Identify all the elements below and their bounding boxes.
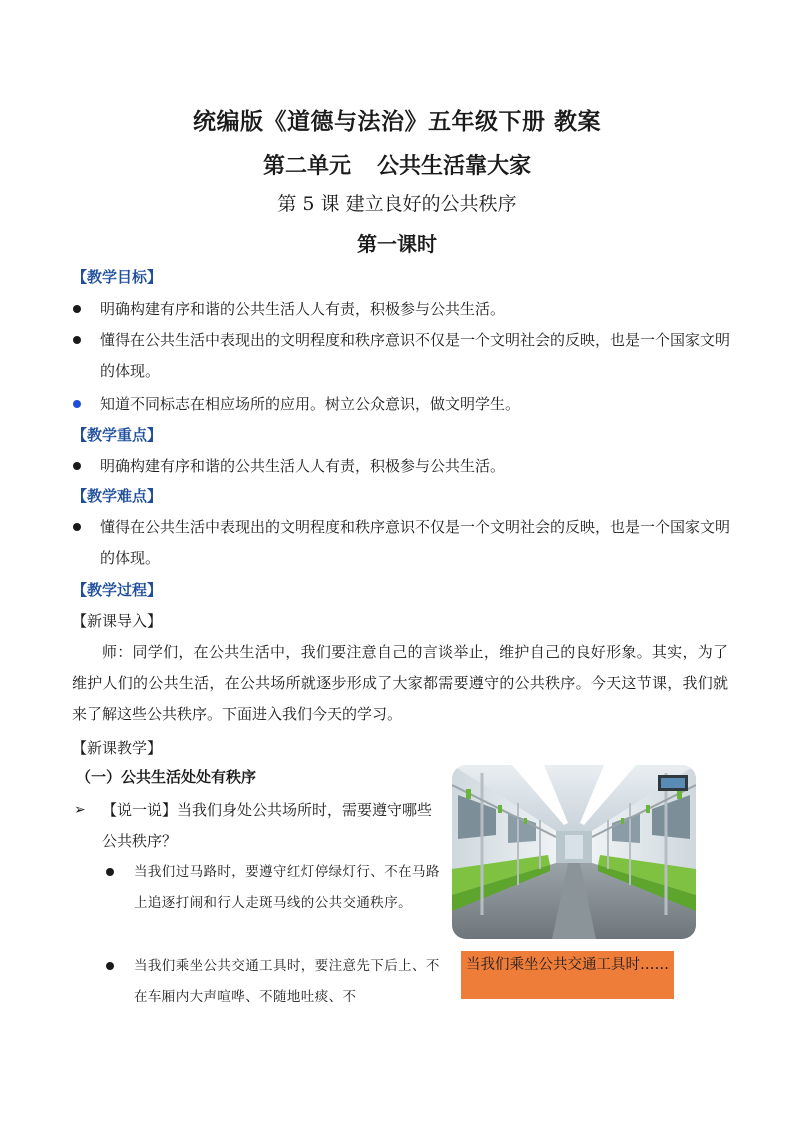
objective-item: 知道不同标志在相应场所的应用。树立公众意识，做文明学生。 xyxy=(72,389,732,420)
objective-item: 懂得在公共生活中表现出的文明程度和秩序意识不仅是一个文明社会的反映，也是一个国家文明的体现。 xyxy=(72,325,732,387)
bullet-icon xyxy=(73,400,81,408)
bullet-icon xyxy=(106,868,114,876)
intro-paragraph: 师：同学们，在公共生活中，我们要注意自己的言谈举止，维护自己的良好形象。其实，为了维护人们的公共生活，在公共场所就逐步形成了大家都需要遵守的公共秩序。今天这节课，我们就来了解这些公共秩序。下面进入我们今天的学习。 xyxy=(72,643,728,723)
unit-name: 公共生活靠大家 xyxy=(377,154,532,179)
example-item: 当我们过马路时，要遵守红灯停绿灯行、不在马路上追逐打闹和行人走斑马线的公共交通秩序。 xyxy=(104,857,444,919)
example-item: 当我们乘坐公共交通工具时，要注意先下后上、不在车厢内大声喧哗、不随地吐痰、不 xyxy=(104,951,444,1013)
subsection-heading: （一）公共生活处处有秩序 xyxy=(76,768,257,786)
bullet-icon xyxy=(73,462,81,470)
intro-label: 【新课导入】 xyxy=(72,612,163,630)
unit-number: 第二单元 xyxy=(262,154,351,179)
difficulty-item: 懂得在公共生活中表现出的文明程度和秩序意识不仅是一个文明社会的反映，也是一个国家文明的体现。 xyxy=(72,512,732,574)
bullet-icon xyxy=(73,305,81,313)
bullet-icon xyxy=(73,523,81,531)
difficulties-label: 【教学难点】 xyxy=(72,487,163,505)
key-point-item: 明确构建有序和谐的公共生活人人有责，积极参与公共生活。 xyxy=(72,451,732,482)
process-label: 【教学过程】 xyxy=(72,581,163,599)
bullet-icon xyxy=(73,336,81,344)
objective-item: 明确构建有序和谐的公共生活人人有责，积极参与公共生活。 xyxy=(72,294,732,325)
objectives-label: 【教学目标】 xyxy=(72,268,163,286)
key-points-label: 【教学重点】 xyxy=(72,426,163,444)
photo-caption: 当我们乘坐公共交通工具时…… xyxy=(461,951,674,999)
period-title: 第一课时 xyxy=(357,232,437,256)
unit-title xyxy=(0,149,794,180)
teaching-label: 【新课教学】 xyxy=(72,739,163,757)
arrow-bullet-icon: ➢ xyxy=(74,802,86,818)
subway-car-photo xyxy=(452,765,696,939)
lesson-title: 第 5 课 建立良好的公共秩序 xyxy=(277,193,517,215)
prompt-item: ➢ 【说一说】当我们身处公共场所时，需要遵守哪些公共秩序？ xyxy=(72,795,442,857)
bullet-icon xyxy=(106,962,114,970)
document-title: 统编版《道德与法治》五年级下册 教案 xyxy=(192,109,601,135)
